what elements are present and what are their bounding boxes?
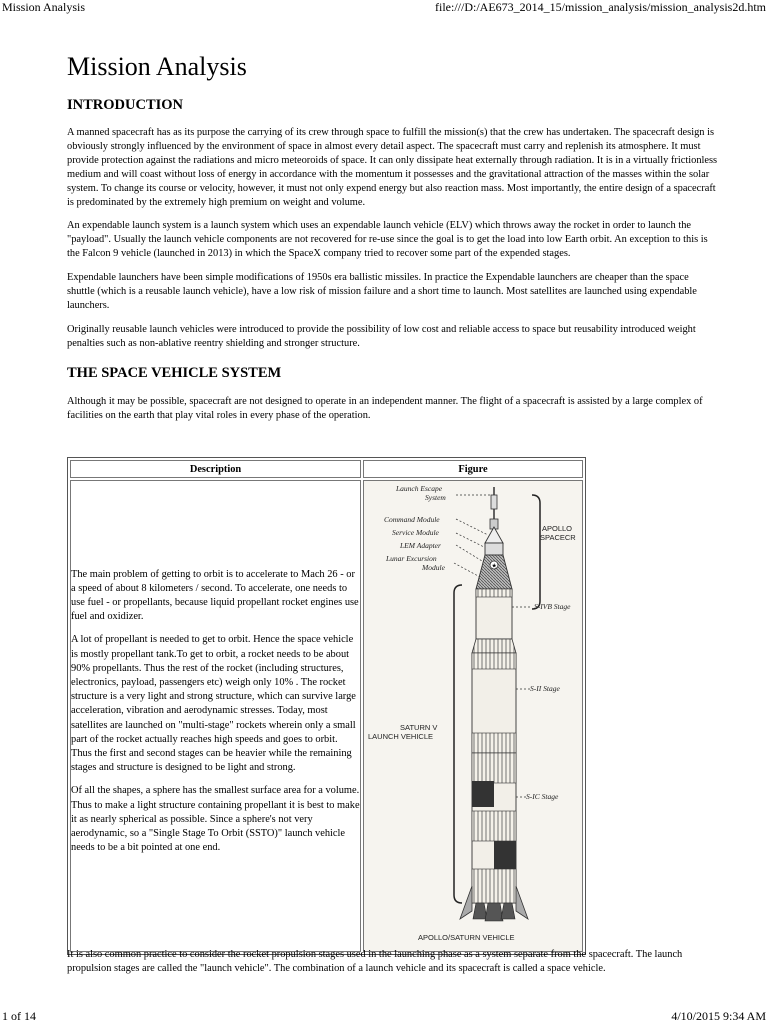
label-sivb: S-IVB Stage [534, 602, 571, 611]
space-vehicle-intro: Although it may be possible, spacecraft are not designed to operate in an independent manner. The flight of a spacecraft is assisted by a large complex of facilities on the earth that play vital roles in every phase of the operation. [67, 395, 703, 421]
label-launch-escape: Launch Escape [396, 484, 443, 493]
label-apollo: APOLLO [542, 524, 573, 533]
service-module [485, 543, 503, 555]
intro-paragraph: Originally reusable launch vehicles were introduced to provide the possibility of low cost and reliable access to space but reusability introduced weight penalties such as non-ablative reentry shielding and stronger structure. [67, 323, 696, 349]
label-saturn: SATURN V [400, 723, 438, 732]
page-indicator: 1 of 14 [2, 1009, 36, 1023]
label-lem-adapter: LEM Adapter [400, 541, 441, 550]
intro-heading: INTRODUCTION [67, 97, 184, 113]
label-service-module: Service Module [392, 528, 439, 537]
description-paragraph: The main problem of getting to orbit is to accelerate to Mach 26 - or a speed of about 8 kilometers / second. To accelerate, one needs to use fuel - or propellants, because liquid propellant rocket engines use fuel and oxidizer. [71, 568, 359, 623]
document-title: Mission Analysis [67, 52, 247, 81]
svg-text:★: ★ [491, 562, 497, 570]
description-paragraph: A lot of propellant is needed to get to orbit. Hence the space vehicle is mostly propellant tank.To get to orbit, a rocket needs to be about 90% propellants. Thus the rest of the rocket (including structures, electronics, payload, passengers etc) weigh only 10% . The rocket structure is a very light and strong structure, which can survive large acceleration, vibration and aerodynamic stresses. Today, most satellites are launched on "multi-stage" rockets wherein only a small part of the rocket actually reaches high speeds and goes to orbit. Thus the first and second stages can be heavier while the remaining stages and structure is designed to be light and strong. [71, 634, 356, 774]
apollo-saturn-diagram [364, 481, 582, 951]
figure-cell [363, 480, 583, 952]
label-sii: S-II Stage [530, 684, 560, 693]
description-cell [70, 480, 361, 952]
label-apollo: SPACECR [540, 533, 576, 542]
description-figure-table [67, 457, 586, 955]
intro-paragraph: An expendable launch system is a launch system which uses an expendable launch vehicle (ELV) which throws away the rocket in order to launch the "payload". Usually the launch vehicle components are not recovered for re-use since the goal is to get the load into low Earth orbit. An exception to this is the Falcon 9 vehicle (launched in 2013) in which the SpaceX company tried to recover some part of the expended stages. [67, 220, 708, 260]
closing-paragraph: It is also common practice to consider the rocket propulsion stages used in the launching phase as a system separate from the spacecraft. The launch propulsion stages are called the "launch vehicle". The combination of a launch vehicle and its spacecraft is called a space vehicle. [67, 949, 683, 974]
print-timestamp: 4/10/2015 9:34 AM [671, 1009, 766, 1023]
column-header-figure: Figure [363, 460, 583, 478]
description-paragraph: Of all the shapes, a sphere has the smallest surface area for a volume. Thus to make a light structure containing propellant it is best to make it as nearly spherical as possible. Since a sphere's not very aerodynamic, so a "Single Stage To Orbit (SSTO)" launch vehicle needs to be a bit pointed at one end. [71, 785, 360, 854]
page-header-title: Mission Analysis [2, 0, 86, 14]
label-launch-escape: System [425, 493, 446, 502]
intro-paragraph: A manned spacecraft has as its purpose the carrying of its crew through space to fulfill the mission(s) that the crew has undertaken. The spacecraft design is obviously strongly influenced by the environment of space in almost every detail aspect. The spacecraft must carry and replenish its atmosphere. It must provide protection against the radiations and micro meteoroids of space. It can only dissipate heat externally through radiation. It is in a virtually frictionless medium and will coast without loss of energy in accordance with the momentum it possesses and the gravitational attraction of the masses within the solar system. To change its course or velocity, however, it must not only expend energy but also reaction mass. Most importantly, the entire design of a spacecraft is predominated by the extremely high premium on weight and volume. [67, 127, 718, 208]
page-header-url: file:///D:/AE673_2014_15/mission_analysis/mission_analysis2d.htm [435, 0, 766, 14]
label-saturn: LAUNCH VEHICLE [368, 732, 434, 741]
intro-paragraph: Expendable launchers have been simple modifications of 1950s era ballistic missiles. In practice the Expendable launchers are cheaper than the space shuttle (which is a reusable launch vehicle), have a low risk of mission failure and a short time to launch. Most satellites are launched using expendable launchers. [67, 272, 697, 311]
label-lunar-excursion: Module [422, 563, 445, 572]
label-sic: S-IC Stage [526, 792, 559, 801]
label-lunar-excursion: Lunar Excursion [386, 554, 437, 563]
column-header-description: Description [70, 460, 361, 478]
document-body [67, 50, 719, 433]
figure-caption: APOLLO/SATURN VEHICLE [418, 933, 515, 942]
space-vehicle-heading: THE SPACE VEHICLE SYSTEM [67, 364, 282, 381]
label-command-module: Command Module [384, 515, 440, 524]
closing-section [67, 948, 719, 986]
